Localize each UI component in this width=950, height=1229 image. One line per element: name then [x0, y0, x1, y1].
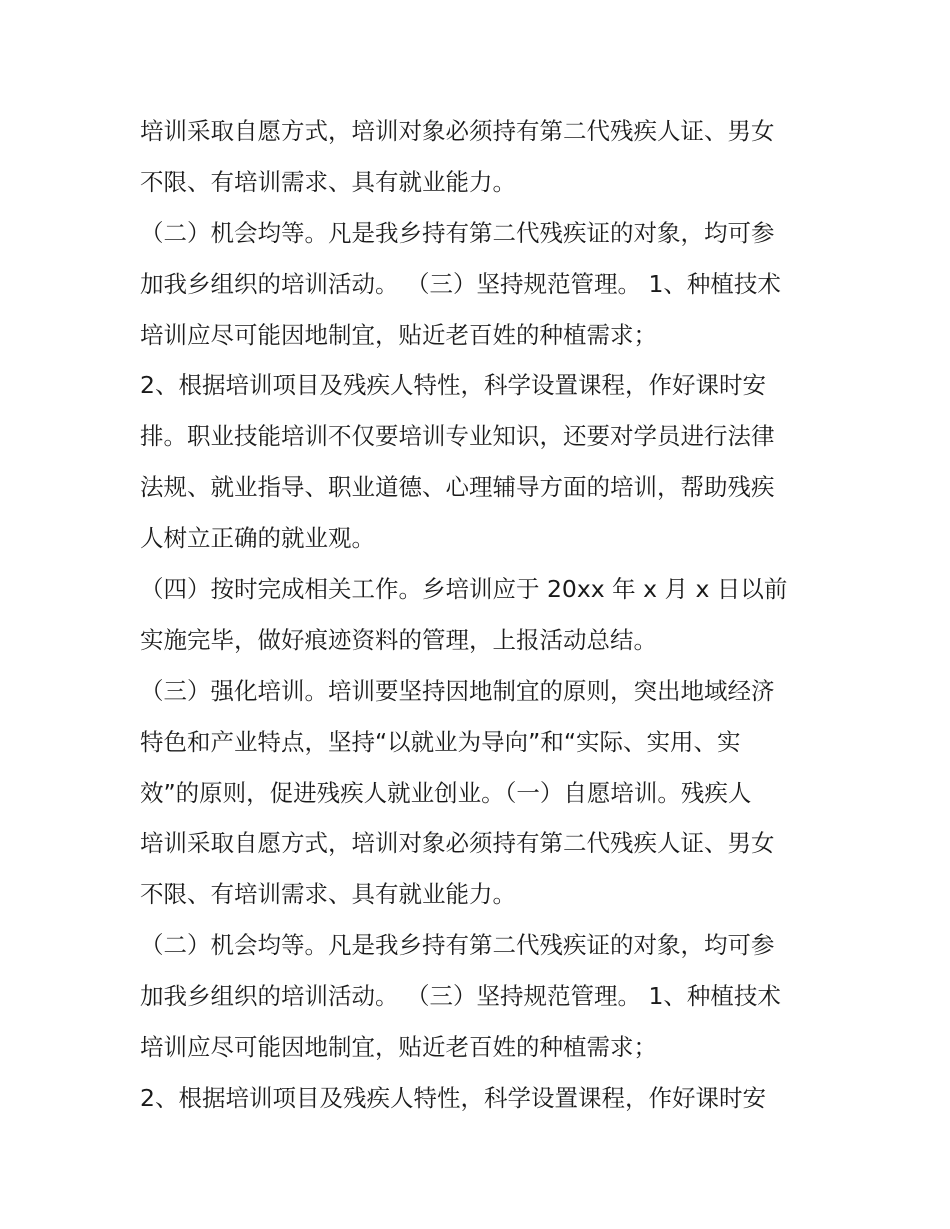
text-line: 效”的原则，促进残疾人就业创业。（一）自愿培训。残疾人: [140, 778, 752, 807]
text-line: 培训应尽可能因地制宜，贴近老百姓的种植需求；: [140, 1033, 657, 1062]
text-line: 不限、有培训需求、具有就业能力。: [140, 167, 516, 196]
text-line: 排。职业技能培训不仅要培训专业知识，还要对学员进行法律: [140, 422, 775, 451]
text-line: （二）机会均等。凡是我乡持有第二代残疾证的对象，均可参: [140, 218, 775, 247]
text-line: （三）强化培训。培训要坚持因地制宜的原则，突出地域经济: [140, 676, 775, 705]
text-line: 加我乡组织的培训活动。 （三）坚持规范管理。 1、种植技术: [140, 982, 781, 1011]
text-line: 培训采取自愿方式，培训对象必须持有第二代残疾人证、男女: [140, 829, 775, 858]
text-line: 不限、有培训需求、具有就业能力。: [140, 880, 516, 909]
text-line: 法规、就业指导、职业道德、心理辅导方面的培训，帮助残疾: [140, 473, 775, 502]
text-line: 2、根据培训项目及残疾人特性，科学设置课程，作好课时安: [140, 371, 766, 400]
body-text: [140, 106, 830, 1124]
text-line: 培训采取自愿方式，培训对象必须持有第二代残疾人证、男女: [140, 117, 775, 145]
text-line: 加我乡组织的培训活动。 （三）坚持规范管理。 1、种植技术: [140, 269, 781, 298]
text-line: 2、根据培训项目及残疾人特性，科学设置课程，作好课时安: [140, 1083, 766, 1112]
text-line: （二）机会均等。凡是我乡持有第二代残疾证的对象，均可参: [140, 931, 775, 960]
text-line: 实施完毕，做好痕迹资料的管理，上报活动总结。: [140, 625, 657, 654]
text-line: 人树立正确的就业观。: [140, 524, 375, 553]
text-line: 培训应尽可能因地制宜，贴近老百姓的种植需求；: [140, 320, 657, 349]
text-line: 特色和产业特点，坚持“以就业为导向”和“实际、实用、实: [140, 727, 741, 756]
text-line: （四）按时完成相关工作。乡培训应于 20xx 年 x 月 x 日以前: [140, 575, 788, 604]
